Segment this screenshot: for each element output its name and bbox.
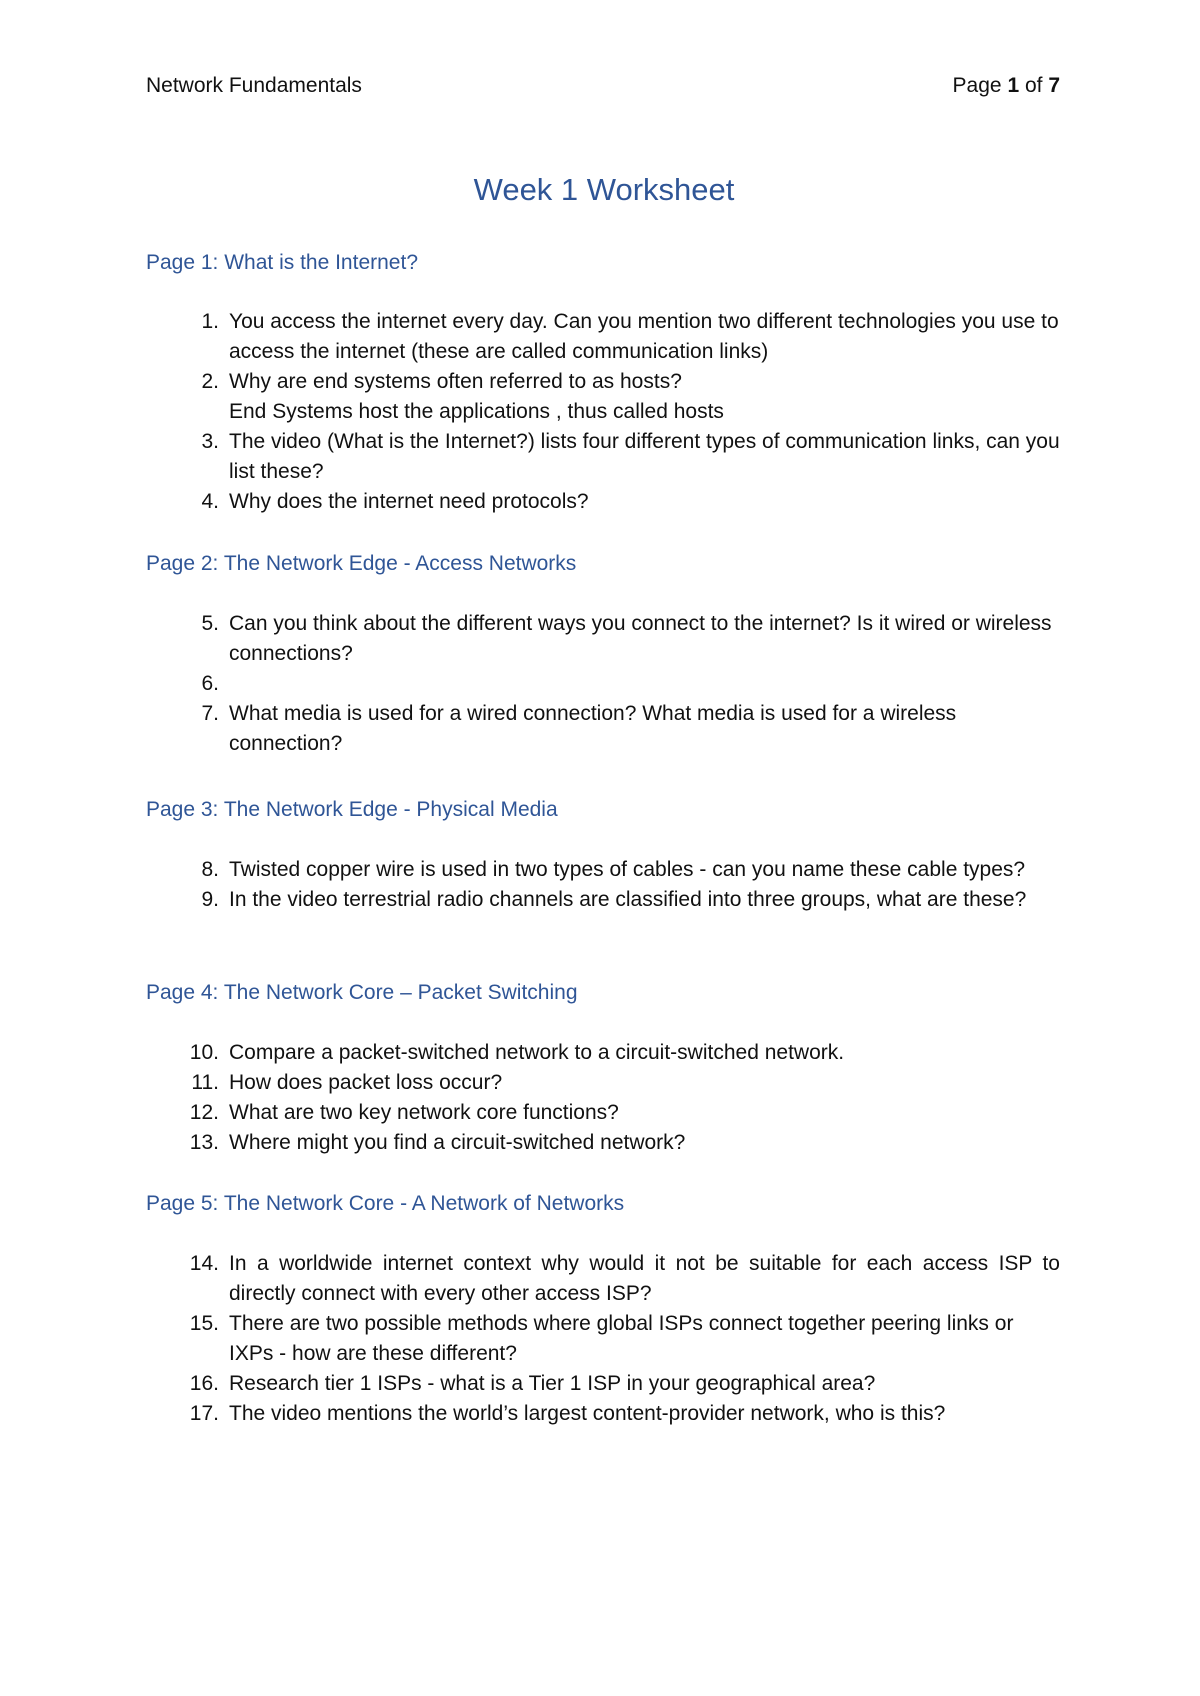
- question-4: [146, 487, 1060, 517]
- section-heading-3: Page 3: The Network Edge - Physical Media: [146, 798, 558, 821]
- question-text: You access the internet every day. Can you mention two different technologies you use to access the internet (these are called communication links): [229, 310, 1059, 363]
- question-3: [146, 427, 1060, 487]
- question-number: 5.: [201, 612, 219, 635]
- question-11: [146, 1068, 1060, 1098]
- question-text: In a worldwide internet context why would it not be suitable for each access ISP to directly connect with every other access ISP?: [229, 1252, 1060, 1305]
- question-text: The video (What is the Internet?) lists four different types of communication links, can you list these?: [229, 430, 1060, 483]
- question-number: 11.: [191, 1071, 219, 1094]
- question-number: 6.: [201, 672, 219, 695]
- question-text: Twisted copper wire is used in two types of cables - can you name these cable types?: [229, 858, 1026, 881]
- question-number: 17.: [189, 1402, 219, 1425]
- question-7: [146, 699, 1060, 759]
- question-number: 9.: [201, 888, 219, 911]
- question-text: Where might you find a circuit-switched network?: [229, 1131, 686, 1154]
- question-number: 7.: [201, 702, 219, 725]
- question-text: Why does the internet need protocols?: [229, 490, 589, 513]
- page-number: Page 1 of 7: [952, 74, 1060, 97]
- question-text: There are two possible methods where global ISPs connect together peering links or IXPs - how are these different?: [229, 1312, 1014, 1365]
- question-16: [146, 1369, 1060, 1399]
- question-number: 4.: [201, 490, 219, 513]
- question-text: How does packet loss occur?: [229, 1071, 503, 1094]
- question-text: The video mentions the world’s largest content-provider network, who is this?: [229, 1402, 946, 1425]
- question-number: 16.: [189, 1372, 219, 1395]
- question-number: 8.: [201, 858, 219, 881]
- question-number: 10.: [189, 1041, 219, 1064]
- question-number: 2.: [201, 370, 219, 393]
- question-15: [146, 1309, 1060, 1369]
- question-text: Can you think about the different ways you connect to the internet? Is it wired or wireless connections?: [229, 612, 1052, 665]
- question-text: Research tier 1 ISPs - what is a Tier 1 ISP in your geographical area?: [229, 1372, 876, 1395]
- question-10: [146, 1038, 1060, 1068]
- section-heading-4: Page 4: The Network Core – Packet Switching: [146, 981, 578, 1004]
- question-2: [146, 367, 1060, 427]
- section-heading-1: Page 1: What is the Internet?: [146, 251, 418, 274]
- question-number: 15.: [189, 1312, 219, 1335]
- question-text: What are two key network core functions?: [229, 1101, 619, 1124]
- question-5: [146, 609, 1060, 669]
- answer-text: End Systems host the applications , thus called hosts: [229, 399, 724, 423]
- document-name: Network Fundamentals: [146, 74, 362, 97]
- question-6: [146, 669, 1060, 699]
- question-17: [146, 1399, 1060, 1429]
- question-number: 12.: [189, 1101, 219, 1124]
- question-1: [146, 307, 1060, 367]
- question-text: In the video terrestrial radio channels are classified into three groups, what are these?: [229, 888, 1027, 911]
- question-9: [146, 885, 1060, 915]
- question-12: [146, 1098, 1060, 1128]
- question-text: Why are end systems often referred to as hosts?: [229, 370, 682, 393]
- question-number: 14.: [189, 1252, 219, 1275]
- question-text: Compare a packet-switched network to a circuit-switched network.: [229, 1041, 845, 1064]
- section-heading-2: Page 2: The Network Edge - Access Networks: [146, 552, 577, 575]
- page-title: Week 1 Worksheet: [473, 172, 735, 207]
- question-text: [219, 669, 1060, 699]
- question-8: [146, 855, 1060, 885]
- question-14: [146, 1249, 1060, 1309]
- question-number: 13.: [189, 1131, 219, 1154]
- question-number: 3.: [201, 430, 219, 453]
- page-header: [146, 72, 1060, 100]
- section-heading-5: Page 5: The Network Core - A Network of Networks: [146, 1192, 625, 1215]
- question-number: 1.: [201, 310, 219, 333]
- question-13: [146, 1128, 1060, 1158]
- question-text: What media is used for a wired connection? What media is used for a wireless connection?: [229, 702, 957, 755]
